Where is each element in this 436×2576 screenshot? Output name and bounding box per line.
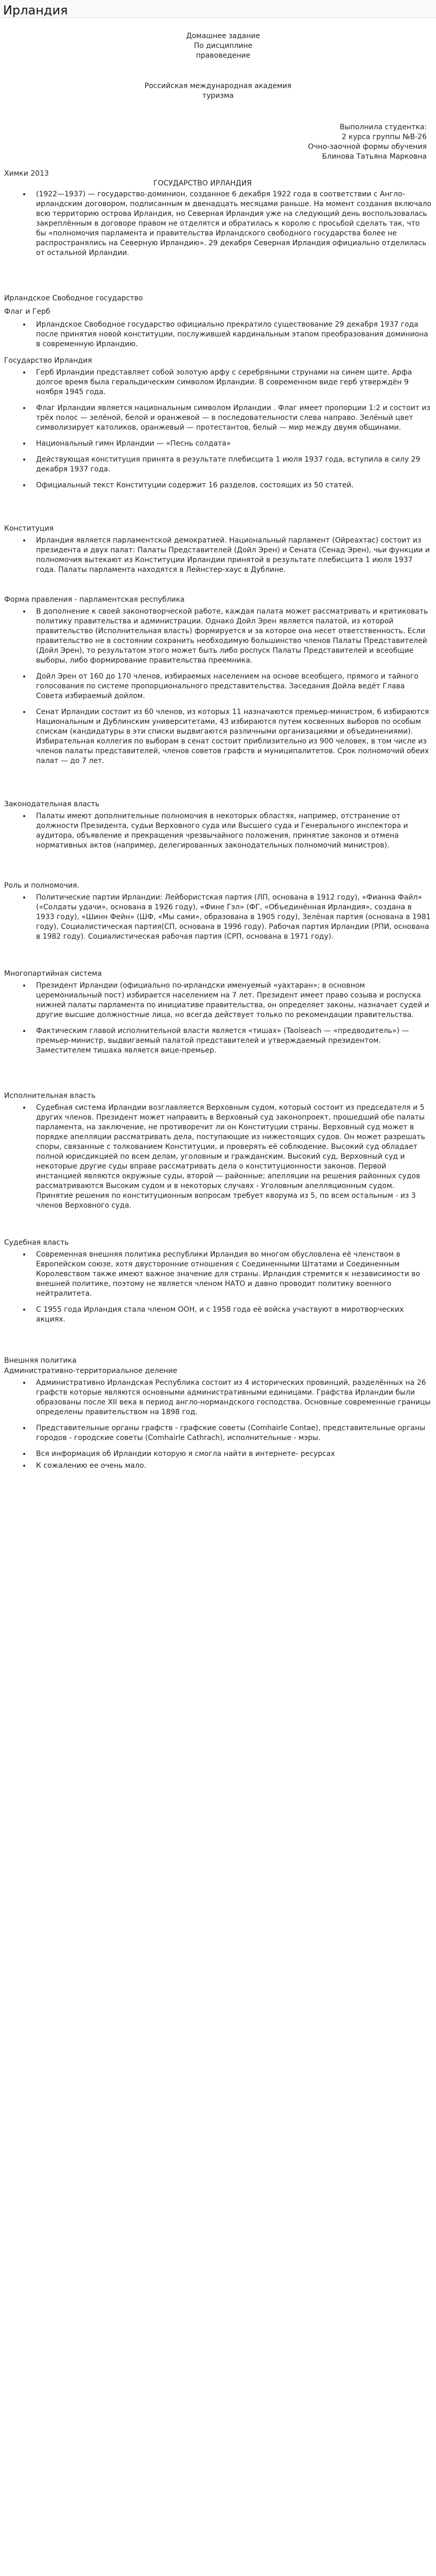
assignment-label: Домашнее задание xyxy=(186,32,260,40)
judicial-list xyxy=(4,1250,432,1325)
list-item: • Представительные органы графств - графские советы (Comhairle Contae), представительные органы городов - городские советы (Comhairle Cathrach), исполнительные - мэры. xyxy=(31,1423,432,1443)
foreign-heading: Внешняя политика xyxy=(4,1357,77,1365)
list-item: • Судебная система Ирландии возглавляется Верховным судом, который состоит из председателя и 5 других членов. Президент может направить в Верховный суд законопроект, прошедший обе палаты парламента, на заключение, не противоречит ли он Конституции страны. Верховный суд может в порядке апелляции рассматривать дела, поступающие из нижестоящих судов. Он может разрешать споры, связанные с толкованием Конституции, и проверять её соблюдение. Высокий суд обладает полной юрисдикцией по всем делам, уголовным и гражданским. Высокий суд, Верховный суд и некоторые другие суды вправе рассматривать дела о конституционности законов. Первой инстанцией являются окружные суды, второй — районные; апелляции на решения районных судов рассматриваются Высоким судом и в некоторых случаях - Уголовным апелляционным судом. Принятие решения по конституционным вопросам требует кворума из 5, по всем остальным - из 3 членов Верховного суда. xyxy=(31,1103,432,1211)
judicial-heading: Судебная власть xyxy=(4,1239,69,1247)
title-block xyxy=(169,31,277,61)
constitution-heading: Конституция xyxy=(4,524,54,533)
list-item: • Современная внешняя политика республики Ирландия во многом обусловлена её членством в Европейском союзе, хотя двусторонние отношения с Соединенными Штатами и Соединенным Королевством также имеют важное значение для страны. Ирландия стремится к независимости во внешней политике, поэтому не является членом НАТО и давно проводит политику военного нейтралитета. xyxy=(31,1250,432,1299)
constitution-list xyxy=(4,536,432,575)
free-state-heading: Ирландское Свободное государство xyxy=(4,294,143,302)
city-year: Химки 2013 xyxy=(4,170,49,178)
student-role: Выполнила студентка: xyxy=(339,123,427,131)
list-item: • Политические партии Ирландии: Лейбористская партия (ЛП, основана в 1912 году), «Фианна Файл» («Солдаты удачи», основана в 1926 году), «Фине Гэл» (ФГ, «Объединённая Ирландия», создана в 1933 году), «Шинн Фейн» (ШФ, «Мы сами», образована в 1905 году), Зелёная партия (основана в 1981 году), Социалистическая партия(СП, основана в 1996 году). Рабочая партия Ирландии (РПИ, основана в 1982 году). Социалистическая рабочая партия (СРП, основана в 1971 году). xyxy=(31,893,432,942)
academy-name: Российская международная академия туризма xyxy=(144,82,292,100)
student-group: 2 курса группы №В-26 xyxy=(341,133,427,141)
executive-list xyxy=(4,1103,432,1211)
list-item: • (1922—1937) — государство-доминион, созданное 6 декабря 1922 года в соответствии с Англо-ирландским договором, подписанным м двенадцать месяцами раньше. На момент создания включало всю территорию острова Ирландия, но Северная Ирландия уже на следующий день воспользовалась закреплённым в договоре правом не отделятся и обратилась к королю с просьбой сделать так, что бы «полномочия парламента и правительства Ирландского свободного государства более не распространялись на Северную Ирландию». 29 декабря Северная Ирландия официально отделилась от остальной Ирландии. xyxy=(31,190,432,258)
flag-heading: Флаг и Герб xyxy=(4,308,50,316)
form-heading: Форма правления - парламентская республика xyxy=(4,596,185,604)
legislative-list xyxy=(4,811,432,851)
flag-list xyxy=(4,320,432,349)
list-item: • Фактическим главой исполнительной власти является «тишах» (Taoiseach — «предводитель») — премьер-министр, выдвигаемый палатой представителей и утверждаемый президентом. Заместителем тишаха является вице-премьер. xyxy=(31,1026,432,1056)
list-item: • Герб Ирландии представляет собой золотую арфу с серебряными струнами на синем щите. Арфа долгое время была геральдическим символом Ирландии. В современном виде герб утверждён 9 ноября 1945 года. xyxy=(31,368,432,397)
multiparty-heading: Многопартийная система xyxy=(4,970,102,978)
list-item: • Ирландия является парламентской демократией. Национальный парламент (Ойреахтас) состоит из президента и двух палат: Палаты Представителей (Дойл Эрен) и Сената (Сенад Эрен), чьи функции и полномочия вытекают из Конституции Ирландии принятой в результате плебисцита 1 июля 1937 года. Палаты парламента находятся в Лейнстер-хаус в Дублине. xyxy=(31,536,432,575)
list-item: • Палаты имеют дополнительные полномочия в некоторых областях, например, отстранение от должности Президента, судьи Верховного суда или Высшего суда и Генерального инспектора и аудитора, объявление и прекращения чрезвычайного положения, принятие законов и отмена нормативных актов (например, делегированных законодательных полномочий министров). xyxy=(31,811,432,851)
student-form: Очно-заочной формы обучения xyxy=(308,143,427,151)
list-item: • Официальный текст Конституции содержит 16 разделов, состоящих из 50 статей. xyxy=(31,481,432,490)
foreign-list xyxy=(4,1378,432,1471)
state-heading: Государство Ирландия xyxy=(4,357,92,365)
list-item: • Сенат Ирландии состоит из 60 членов, из которых 11 назначаются премьер-министром, 6 избираются Национальным и Дублинским университетами, 43 избираются путем косвенных выборов по особым спискам (кандидатуры в эти списки выдвигаются различными организациями и объединениями). Избирательная коллегия по выборам в сенат состоит приблизительно из 900 человек, в том числе из членов палаты представителей, членов советов графств и муниципалитетов. Срок полномочий обеих палат — до 7 лет. xyxy=(31,707,432,766)
list-item: • Административно Ирландская Республика состоит из 4 исторических провинций, разделённых на 26 графств которые являются основными административными единицами. Графства Ирландии были образованы после XII века в период англо-нормандского господства. Основные современные границы определены правительством на 1898 год. xyxy=(31,1378,432,1417)
role-heading: Роль и полномочия. xyxy=(4,882,79,890)
legislative-heading: Законодательная власть xyxy=(4,800,100,808)
student-name: Блинова Татьяна Марковна xyxy=(322,152,427,161)
list-item: • Флаг Ирландии является национальным символом Ирландии . Флаг имеет пропорции 1:2 и состоит из трёх полос — зелёной, белой и оранжевой — в последовательности слева направо. Зелёный цвет символизирует католиков, оранжевый — протестантов, белый — мир между двумя общинами. xyxy=(31,403,432,433)
state-title: ГОСУДАРСТВО ИРЛАНДИЯ xyxy=(153,179,252,188)
list-item: • Ирландское Свободное государство официально прекратило существование 29 декабря 1937 года после принятия новой конституции, послужившей кардинальным этапом преобразования доминиона в современную Ирландию. xyxy=(31,320,432,349)
list-item: • Национальный гимн Ирландии — «Песнь солдата» xyxy=(31,439,432,449)
page-title: Ирландия xyxy=(3,3,68,18)
document-body xyxy=(0,18,436,1471)
list-item: • Президент Ирландии (официально по-ирландски именуемый «уахтаран»; в основном церемониальный пост) избирается населением на 7 лет. Президент имеет право созыва и роспуска нижней палаты парламента по инициативе правительства, он определяет законы, назначает судей и другие высшие должностные лица, но всегда действует только по рекомендации правительства. xyxy=(31,981,432,1020)
list-item: • С 1955 года Ирландия стала членом ООН, и с 1958 года её войска участвуют в миротворческих акциях. xyxy=(31,1305,432,1325)
academy-block xyxy=(138,81,298,101)
admin-heading: Административно-территориальное деление xyxy=(4,1367,178,1375)
student-block xyxy=(4,123,432,162)
executive-heading: Исполнительная власть xyxy=(4,1092,96,1100)
list-item: • К сожалению ее очень мало. xyxy=(31,1461,432,1471)
list-item: • Действующая конституция принята в результате плебисцита 1 июля 1937 года, вступила в силу 29 декабря 1937 года. xyxy=(31,455,432,474)
state-list xyxy=(4,368,432,490)
page-header xyxy=(0,0,436,18)
role-list xyxy=(4,893,432,942)
list-item: • В дополнение к своей законотворческой работе, каждая палата может рассматривать и критиковать политику правительства и администрации. Однако Дойл Эрен является палатой, из которой правительство (Исполнительная власть) формируется и за которое она несет ответственность. Если правительство не в состоянии сохранить необходимую большинство членов Палаты Представителей (Дойл Эрен), то результатом этого может быть либо роспуск Палаты Представителей и всеобщие выборы, либо формирование правительства преемника. xyxy=(31,607,432,666)
discipline-label: По дисциплине правоведение xyxy=(194,42,253,60)
form-list xyxy=(4,607,432,766)
list-item: • Вся информация об Ирландии которую я смогла найти в интернете- ресурсах xyxy=(31,1449,432,1459)
list-item: • Дойл Эрен от 160 до 170 членов, избираемых населением на основе всеобщего, прямого и тайного голосования по системе пропорционального представительства. Заседания Дойла ведёт Глава Совета избираемый дойлом. xyxy=(31,672,432,701)
intro-list xyxy=(4,190,432,258)
multiparty-list xyxy=(4,981,432,1056)
